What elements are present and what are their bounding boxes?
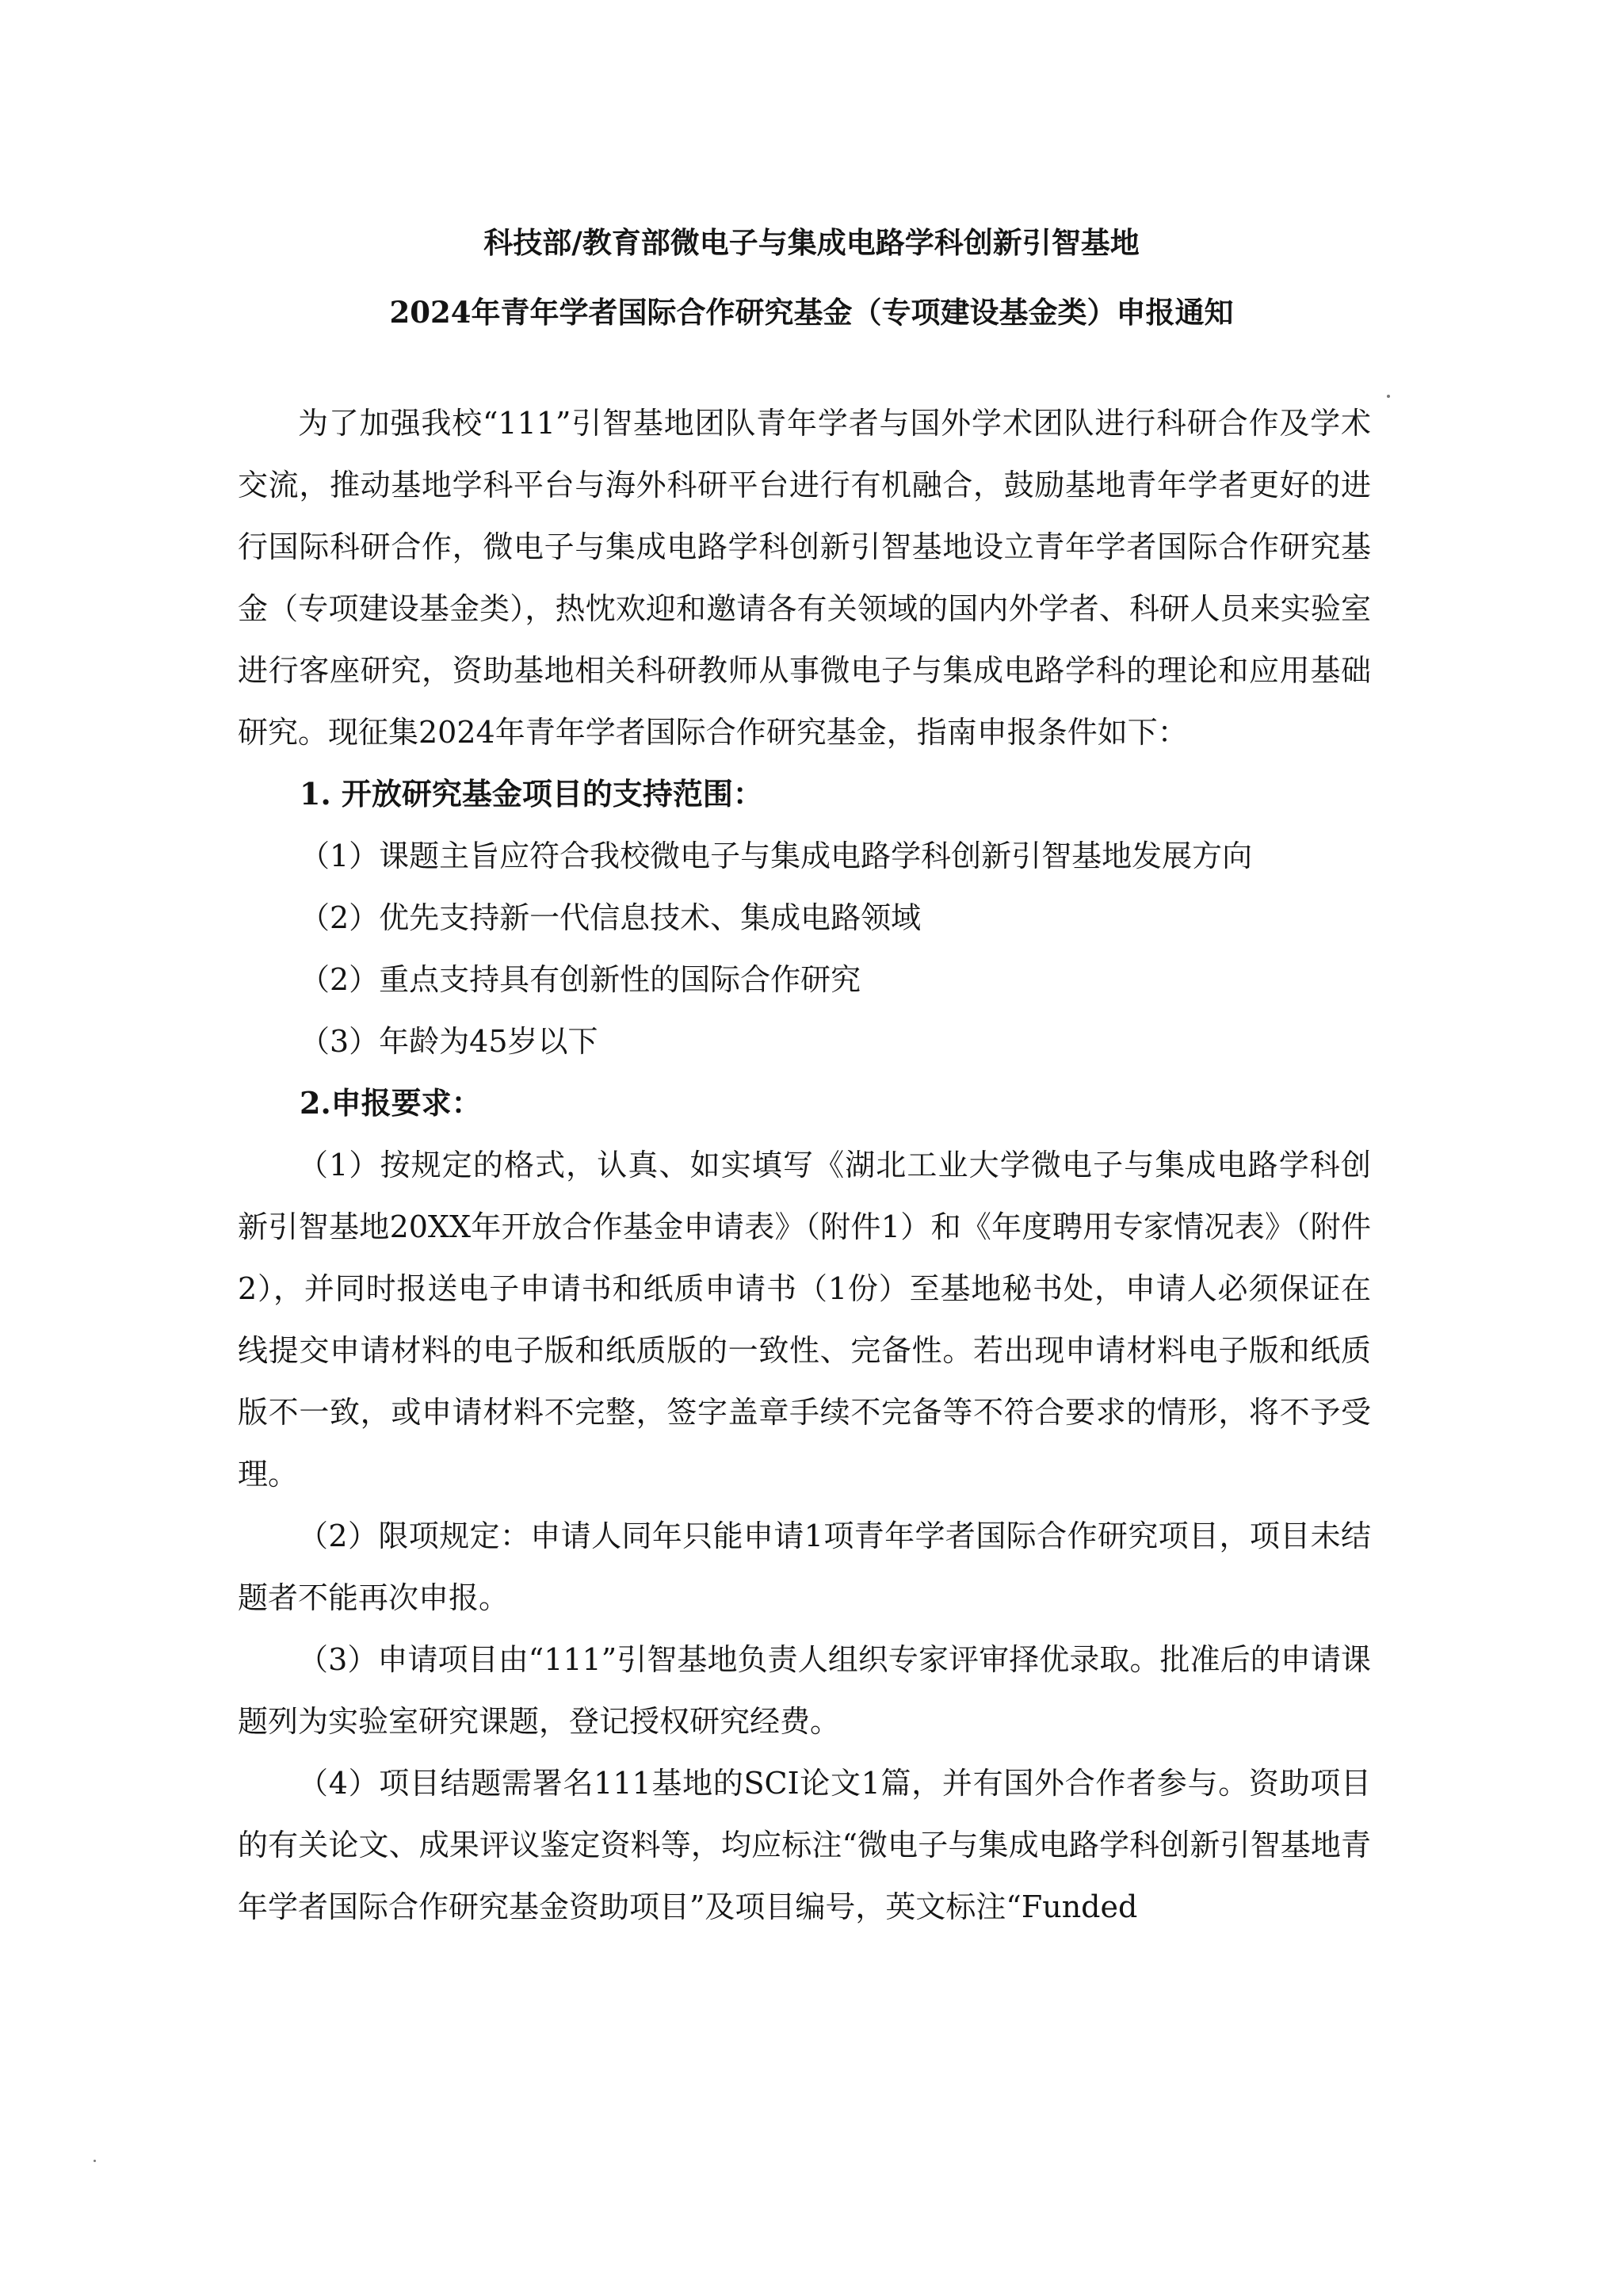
section-2-paragraph: （3）申请项目由“111”引智基地负责人组织专家评审择优录取。批准后的申请课题列为实验室研究课题，登记授权研究经费。 <box>238 1642 1371 1739</box>
scan-speck <box>1387 395 1390 398</box>
intro-paragraph: 为了加强我校“111”引智基地团队青年学者与国外学术团队进行科研合作及学术交流，推动基地学科平台与海外科研平台进行有机融合，鼓励基地青年学者更好的进行国际科研合作，微电子与集成电路学科创新引智基地设立青年学者国际合作研究基金（专项建设基金类），热忱欢迎和邀请各有关领域的国内外学者、科研人员来实验室进行客座研究，资助基地相关科研教师从事微电子与集成电路学科的理论和应用基础研究。现征集2024年青年学者国际合作研究基金，指南申报条件如下： <box>238 406 1371 750</box>
section-2-paragraph: （4）项目结题需署名111基地的SCI论文1篇，并有国外合作者参与。资助项目的有关论文、成果评议鉴定资料等，均应标注“微电子与集成电路学科创新引智基地青年学者国际合作研究基金资助项目”及项目编号，英文标注“Funded <box>238 1766 1371 1924</box>
document-title <box>0 208 1623 347</box>
section-1-item: （1）课题主旨应符合我校微电子与集成电路学科创新引智基地发展方向 <box>300 839 1253 873</box>
section-1-heading: 1. 开放研究基金项目的支持范围： <box>300 776 763 812</box>
section-1-item: （2）优先支持新一代信息技术、集成电路领域 <box>300 900 922 935</box>
section-1-item: （3）年龄为45岁以下 <box>300 1024 598 1059</box>
section-2-heading: 2.申报要求： <box>300 1085 482 1121</box>
section-1-item: （2）重点支持具有创新性的国际合作研究 <box>300 962 861 997</box>
document-body <box>238 392 1371 1938</box>
title-line-1: 科技部/教育部微电子与集成电路学科创新引智基地 <box>483 225 1140 260</box>
section-2-paragraph: （1）按规定的格式，认真、如实填写《湖北工业大学微电子与集成电路学科创新引智基地20XX年开放合作基金申请表》（附件1）和《年度聘用专家情况表》（附件2），并同时报送电子申请书和纸质申请书（1份）至基地秘书处，申请人必须保证在线提交申请材料的电子版和纸质版的一致性、完备性。若出现申请材料电子版和纸质版不一致，或申请材料不完整，签字盖章手续不完备等不符合要求的情形，将不予受理。 <box>238 1148 1371 1492</box>
scan-speck <box>94 2160 96 2162</box>
section-2-paragraph: （2）限项规定：申请人同年只能申请1项青年学者国际合作研究项目，项目未结题者不能再次申报。 <box>238 1519 1371 1615</box>
title-line-2: 2024年青年学者国际合作研究基金（专项建设基金类）申报通知 <box>389 295 1234 330</box>
